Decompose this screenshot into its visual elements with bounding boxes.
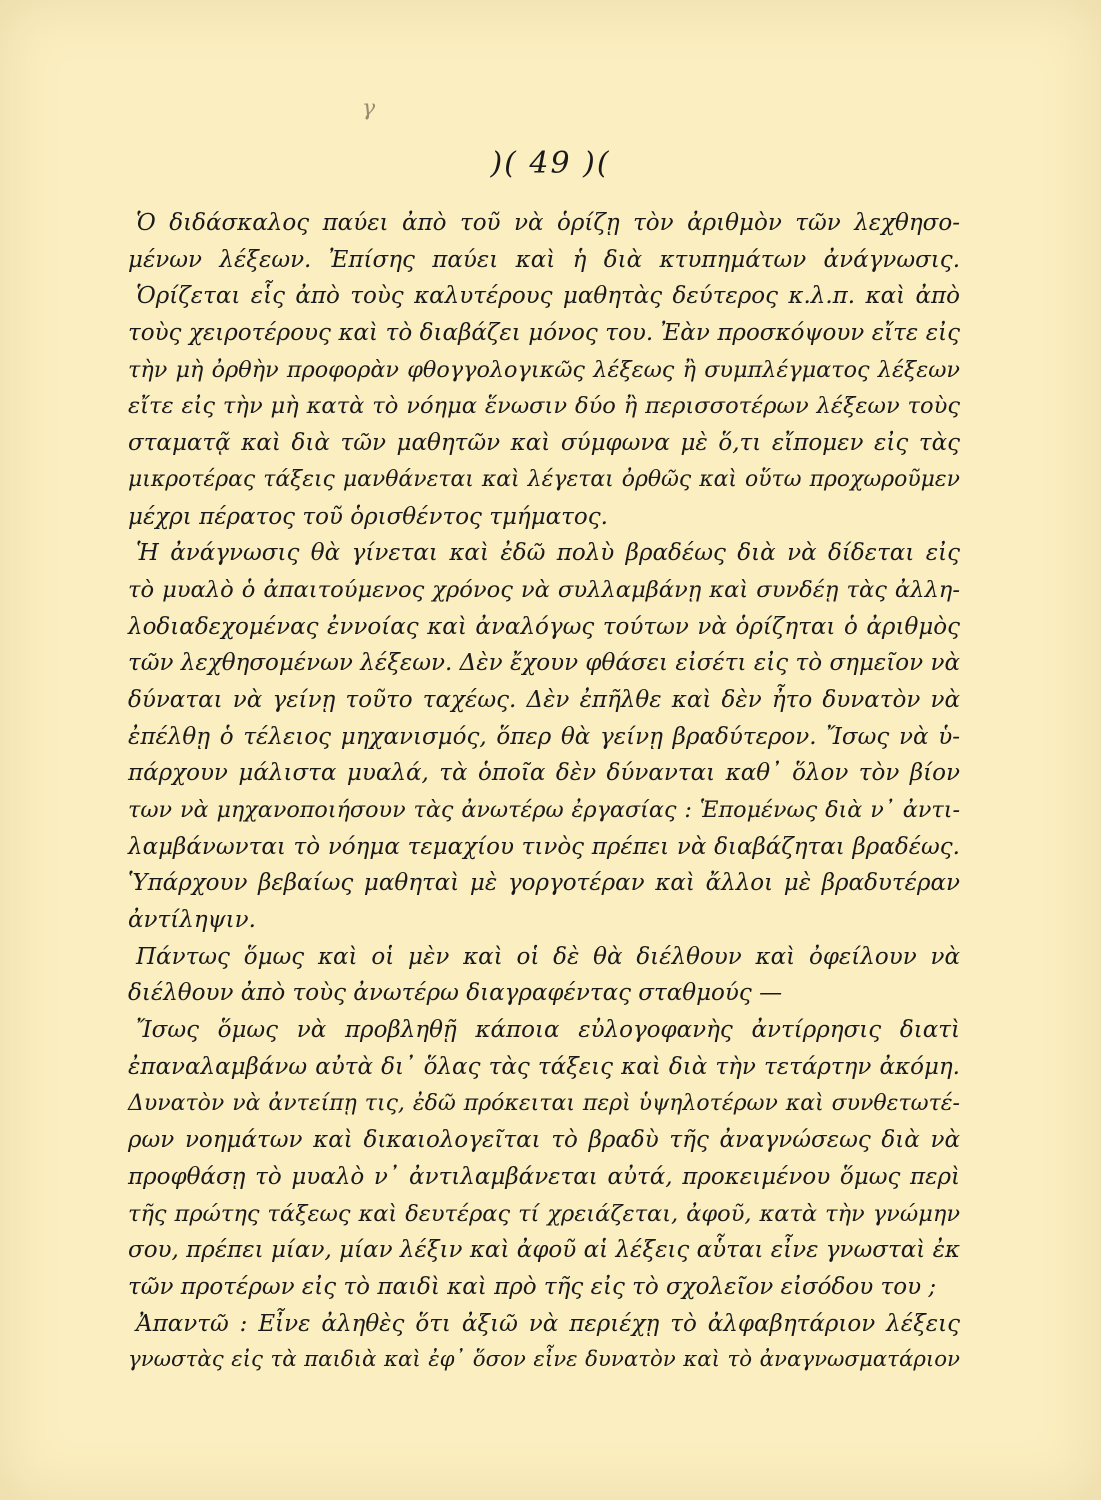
text-line: τῶν λεχθησομένων λέξεων. Δὲν ἔχουν φθάσει εἰσέτι εἰς τὸ σημεῖον νὰ [128,650,960,677]
text-line: ἐπέλθῃ ὁ τέλειος μηχανισμός, ὅπερ θὰ γείνῃ βραδύτερον. Ἴσως νὰ ὑ- [128,723,960,750]
text-line: Ὑπάρχουν βεβαίως μαθηταὶ μὲ γοργοτέραν καὶ ἄλλοι μὲ βραδυτέραν [128,870,960,897]
text-line: γνωστὰς εἰς τὰ παιδιὰ καὶ ἐφ᾽ ὅσον εἶνε δυνατὸν καὶ τὸ ἀναγνωσματάριον [128,1347,960,1373]
text-line: Ὁρίζεται εἷς ἀπὸ τοὺς καλυτέρους μαθητὰς δεύτερος κ.λ.π. καὶ ἀπὸ [136,283,960,310]
text-line: Ἀπαντῶ : Εἶνε ἀληθὲς ὅτι ἀξιῶ νὰ περιέχῃ τὸ ἀλφαβητάριον λέξεις [136,1310,960,1337]
text-line: δύναται νὰ γείνῃ τοῦτο ταχέως. Δὲν ἐπῆλθε καὶ δὲν ἦτο δυνατὸν νὰ [128,686,960,713]
page-number: )( 49 )( [490,146,611,181]
text-line: τῆς πρώτης τάξεως καὶ δευτέρας τί χρειάζεται, ἀφοῦ, κατὰ τὴν γνώμην [128,1200,960,1227]
text-line: μικροτέρας τάξεις μανθάνεται καὶ λέγεται ὀρθῶς καὶ οὕτω προχωροῦμεν [128,466,960,492]
pencil-mark: γ [362,96,376,121]
text-line: πάρχουν μάλιστα μυαλά, τὰ ὁποῖα δὲν δύνανται καθ᾽ ὅλον τὸν βίον [128,760,960,787]
text-line: σου, πρέπει μίαν, μίαν λέξιν καὶ ἀφοῦ αἱ λέξεις αὗται εἶνε γνωσταὶ ἐκ [128,1237,960,1264]
text-line: προφθάσῃ τὸ μυαλὸ ν᾽ ἀντιλαμβάνεται αὐτά, προκειμένου ὅμως περὶ [128,1163,960,1190]
text-line: Ἡ ἀνάγνωσις θὰ γίνεται καὶ ἐδῶ πολὺ βραδέως διὰ νὰ δίδεται εἰς [136,540,960,567]
text-line: τὴν μὴ ὀρθὴν προφορὰν φθογγολογικῶς λέξεως ἢ συμπλέγματος λέξεων [128,356,960,383]
text-line: Πάντως ὅμως καὶ οἱ μὲν καὶ οἱ δὲ θὰ διέλθουν καὶ ὀφείλουν νὰ [136,943,960,970]
text-line: διέλθουν ἀπὸ τοὺς ἀνωτέρω διαγραφέντας σταθμούς — [128,980,783,1007]
text-line: τοὺς χειροτέρους καὶ τὸ διαβάζει μόνος του. Ἐὰν προσκόψουν εἴτε εἰς [128,320,960,347]
text-line: Ἴσως ὅμως νὰ προβληθῇ κάποια εὐλογοφανὴς ἀντίρρησις διατὶ [136,1017,960,1044]
text-line: ἐπαναλαμβάνω αὐτὰ δι᾽ ὅλας τὰς τάξεις καὶ διὰ τὴν τετάρτην ἀκόμη. [128,1053,960,1080]
text-line: εἴτε εἰς τὴν μὴ κατὰ τὸ νόημα ἕνωσιν δύο ἢ περισσοτέρων λέξεων τοὺς [128,393,960,420]
body-text [128,205,960,1379]
text-line: ἀντίληψιν. [128,907,256,934]
text-line: Δυνατὸν νὰ ἀντείπῃ τις, ἐδῶ πρόκειται περὶ ὑψηλοτέρων καὶ συνθετωτέ- [128,1090,960,1116]
text-line: λαμβάνωνται τὸ νόημα τεμαχίου τινὸς πρέπει νὰ διαβάζηται βραδέως. [128,833,960,860]
text-line: σταματᾷ καὶ διὰ τῶν μαθητῶν καὶ σύμφωνα μὲ ὅ,τι εἴπομεν εἰς τὰς [128,430,960,457]
text-line: Ὁ διδάσκαλος παύει ἀπὸ τοῦ νὰ ὁρίζῃ τὸν ἀριθμὸν τῶν λεχθησο- [136,210,960,236]
text-line: τὸ μυαλὸ ὁ ἀπαιτούμενος χρόνος νὰ συλλαμβάνῃ καὶ συνδέῃ τὰς ἀλλη- [128,576,960,603]
text-line: των νὰ μηχανοποιήσουν τὰς ἀνωτέρω ἐργασίας : Ἑπομένως διὰ ν᾽ ἀντι- [128,797,960,823]
text-line: ρων νοημάτων καὶ δικαιολογεῖται τὸ βραδὺ τῆς ἀναγνώσεως διὰ νὰ [128,1127,960,1154]
text-line: λοδιαδεχομένας ἐννοίας καὶ ἀναλόγως τούτων νὰ ὁρίζηται ὁ ἀριθμὸς [128,613,960,640]
text-line: μέχρι πέρατος τοῦ ὁρισθέντος τμήματος. [128,503,608,530]
text-line: τῶν προτέρων εἰς τὸ παιδὶ καὶ πρὸ τῆς εἰς τὸ σχολεῖον εἰσόδου του ; [128,1273,937,1300]
text-line: μένων λέξεων. Ἐπίσης παύει καὶ ἡ διὰ κτυπημάτων ἀνάγνωσις. [128,246,960,273]
